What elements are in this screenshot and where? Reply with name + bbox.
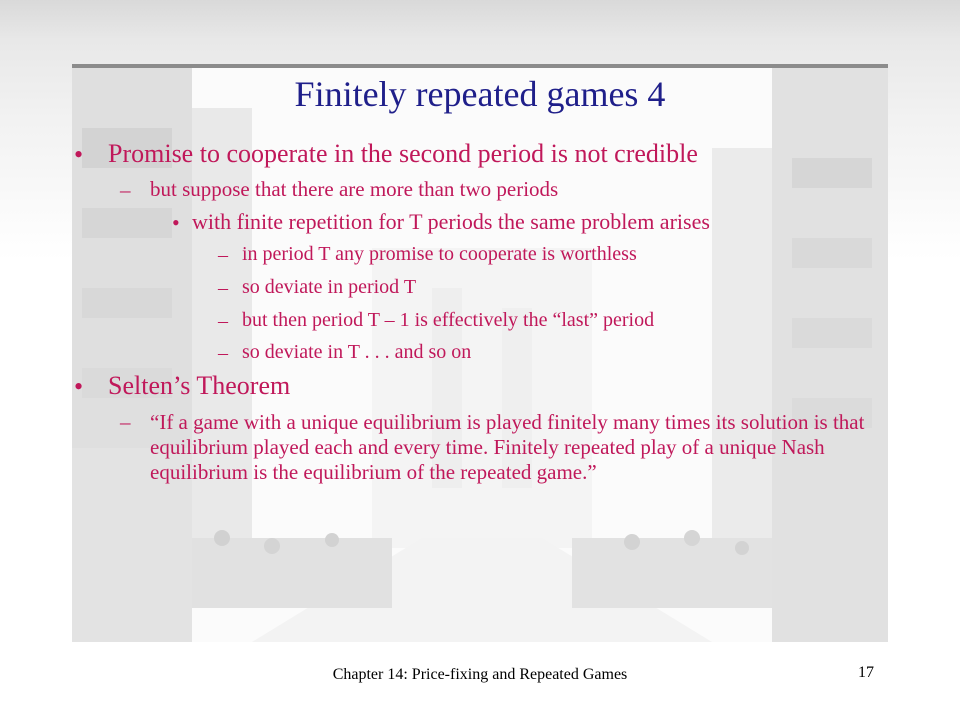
level4-bullet-marker: – bbox=[218, 342, 228, 364]
quote-bullet-marker: – bbox=[120, 410, 131, 434]
slide-title: Finitely repeated games 4 bbox=[294, 74, 666, 114]
footer-chapter: Chapter 14: Price-fixing and Repeated Games bbox=[332, 666, 628, 683]
bullet-marker: • bbox=[74, 140, 84, 169]
bullet-text: Selten’s Theorem bbox=[108, 371, 291, 400]
sub-sub-bullet-marker: • bbox=[172, 210, 180, 235]
bullet-text: Promise to cooperate in the second period is not credible bbox=[108, 139, 698, 168]
level4-bullet-marker: – bbox=[218, 310, 228, 332]
sub-sub-bullet-text: with finite repetition for T periods the same problem arises bbox=[192, 209, 710, 234]
level4-bullet-text: in period T any promise to cooperate is worthless bbox=[242, 243, 637, 265]
level4-bullet-text: so deviate in T . . . and so on bbox=[242, 341, 472, 363]
selten-quote: “If a game with a unique equilibrium is played finitely many times its solution is that equilibrium played each and every time. Finitely repeated play of a unique Nash equilibrium is the equilibrium of the repeated game.” bbox=[150, 410, 865, 484]
level4-bullet-text: but then period T – 1 is effectively the “last” period bbox=[242, 309, 655, 331]
sub-bullet-text: but suppose that there are more than two periods bbox=[150, 177, 559, 201]
level4-bullet-marker: – bbox=[218, 244, 228, 266]
level4-bullet-marker: – bbox=[218, 277, 228, 299]
level4-bullet-text: so deviate in period T bbox=[242, 276, 417, 298]
bullet-marker: • bbox=[74, 372, 84, 401]
sub-bullet-marker: – bbox=[120, 178, 131, 202]
page-number: 17 bbox=[858, 664, 874, 681]
